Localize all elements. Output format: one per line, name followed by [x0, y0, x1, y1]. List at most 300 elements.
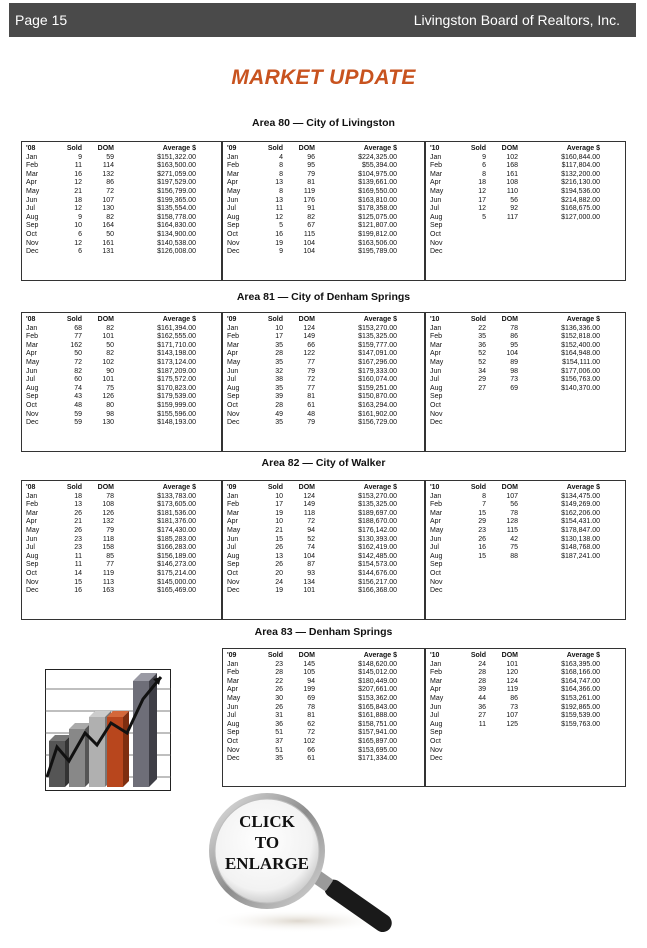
dom-cell: 86 — [510, 333, 518, 341]
table-row — [223, 747, 424, 756]
average-price-cell: $185,283.00 — [157, 535, 196, 543]
average-price-cell: $214,882.00 — [561, 196, 600, 204]
average-price-cell: $160,074.00 — [358, 376, 397, 384]
dom-cell: 163 — [102, 587, 114, 595]
sold-cell: 28 — [275, 401, 283, 409]
table-row — [223, 376, 424, 385]
table-row — [22, 553, 221, 562]
table-row — [223, 561, 424, 570]
average-price-cell — [518, 587, 600, 596]
average-price-cell: $178,847.00 — [561, 526, 600, 534]
dom-cell: 75 — [510, 544, 518, 552]
year-label: '08 — [26, 316, 36, 323]
sold-cell: 26 — [275, 686, 283, 694]
average-price-cell: $154,573.00 — [358, 561, 397, 569]
dom-cell: 79 — [307, 367, 315, 375]
dom-cell: 94 — [307, 677, 315, 685]
dom-cell: 91 — [307, 205, 315, 213]
month-cell: Nov — [430, 746, 443, 754]
month-cell: Jun — [227, 196, 239, 204]
average-price-cell: $167,296.00 — [358, 358, 397, 366]
dom-cell: 107 — [506, 712, 518, 720]
month-cell: Aug — [430, 552, 443, 560]
average-price-cell: $199,365.00 — [157, 196, 196, 204]
table-row — [22, 350, 221, 359]
dom-cell: 132 — [102, 170, 114, 178]
month-cell: Aug — [430, 213, 443, 221]
table-row — [426, 527, 625, 536]
average-price-cell: $155,596.00 — [157, 410, 196, 418]
sold-cell: 36 — [275, 720, 283, 728]
average-price-cell: $164,948.00 — [561, 350, 600, 358]
month-cell: Mar — [26, 341, 39, 349]
table-row — [223, 385, 424, 394]
month-cell: Jul — [227, 712, 236, 720]
average-price-cell: $153,695.00 — [358, 746, 397, 754]
dom-cell: 107 — [102, 196, 114, 204]
month-cell: Feb — [227, 333, 240, 341]
month-cell: May — [227, 187, 241, 195]
average-price-cell: $169,550.00 — [358, 187, 397, 195]
month-cell: Jul — [430, 376, 439, 384]
dom-cell: 52 — [307, 535, 315, 543]
average-price-cell: $143,198.00 — [157, 350, 196, 358]
table-row — [22, 402, 221, 411]
sold-cell: 29 — [478, 376, 486, 384]
sold-cell: 15 — [275, 535, 283, 543]
dom-cell: 122 — [303, 350, 315, 358]
month-cell: Jul — [227, 544, 236, 552]
table-row — [22, 518, 221, 527]
month-cell: Apr — [26, 179, 37, 187]
dom-cell: 86 — [510, 694, 518, 702]
sold-cell: 30 — [275, 694, 283, 702]
sold-cell: 26 — [275, 544, 283, 552]
dom-cell: 124 — [303, 492, 315, 500]
table-row — [223, 570, 424, 579]
month-cell: Apr — [26, 518, 37, 526]
average-price-cell: $192,865.00 — [561, 703, 600, 711]
table-row — [426, 419, 625, 428]
table-row — [426, 368, 625, 377]
dom-cell: 117 — [506, 213, 518, 221]
month-cell: Jun — [26, 535, 38, 543]
year-label: '08 — [26, 145, 36, 152]
table-row — [426, 154, 625, 163]
dom-cell: 87 — [307, 561, 315, 569]
average-price-cell: $179,539.00 — [157, 393, 196, 401]
average-price-cell — [518, 561, 600, 570]
month-cell: Oct — [227, 737, 238, 745]
average-price-cell: $162,206.00 — [561, 509, 600, 517]
table-row — [223, 162, 424, 171]
market-table — [425, 312, 626, 452]
table-row — [22, 154, 221, 163]
table-row — [22, 393, 221, 402]
sold-cell: 19 — [275, 509, 283, 517]
dom-cell: 119 — [102, 569, 114, 577]
year-label: '10 — [430, 652, 440, 659]
page-number: Page 15 — [15, 12, 68, 28]
table-row — [426, 171, 625, 180]
sold-cell: 39 — [478, 686, 486, 694]
month-cell: Dec — [430, 587, 443, 595]
month-cell: Sep — [26, 222, 39, 230]
average-price-cell: $159,539.00 — [561, 712, 600, 720]
table-row — [426, 587, 625, 596]
sold-cell: 21 — [275, 526, 283, 534]
dom-cell — [486, 561, 518, 570]
table-row — [223, 248, 424, 257]
table-header-row — [223, 145, 424, 154]
year-label: '09 — [227, 145, 237, 152]
month-cell: Mar — [227, 170, 240, 178]
average-price-cell: $173,605.00 — [157, 501, 196, 509]
sold-cell: 16 — [74, 170, 82, 178]
average-price-cell: $135,554.00 — [157, 205, 196, 213]
dom-cell: 62 — [307, 720, 315, 728]
sold-cell: 17 — [478, 196, 486, 204]
dom-cell: 77 — [307, 358, 315, 366]
dom-cell: 95 — [307, 162, 315, 170]
average-price-cell: $139,661.00 — [358, 179, 397, 187]
dom-cell: 67 — [307, 222, 315, 230]
year-label: '09 — [227, 316, 237, 323]
table-row — [223, 231, 424, 240]
dom-header: DOM — [97, 316, 114, 323]
table-row — [426, 493, 625, 502]
dom-cell: 115 — [303, 230, 315, 238]
month-cell: Mar — [430, 677, 443, 685]
table-header-row — [223, 316, 424, 325]
average-price-cell: $174,430.00 — [157, 526, 196, 534]
sold-header: Sold — [66, 316, 82, 323]
month-cell: Jun — [227, 535, 239, 543]
market-table — [222, 312, 425, 452]
average-price-cell: $168,166.00 — [561, 669, 600, 677]
dom-cell — [486, 570, 518, 579]
dom-cell: 168 — [506, 162, 518, 170]
dom-cell: 130 — [102, 419, 114, 427]
sold-cell: 59 — [74, 419, 82, 427]
dom-cell: 98 — [106, 410, 114, 418]
month-cell: Jan — [430, 153, 442, 161]
dom-cell: 149 — [303, 333, 315, 341]
sold-cell — [460, 570, 486, 579]
sold-cell: 35 — [275, 419, 283, 427]
dom-cell: 78 — [307, 703, 315, 711]
average-price-cell: $154,431.00 — [561, 518, 600, 526]
dom-cell: 176 — [303, 196, 315, 204]
average-price-cell — [518, 419, 600, 428]
month-cell: Mar — [430, 170, 443, 178]
dom-cell: 77 — [307, 384, 315, 392]
table-row — [223, 359, 424, 368]
average-header: Average $ — [162, 484, 196, 491]
dom-cell: 124 — [506, 677, 518, 685]
month-cell: Sep — [430, 222, 443, 230]
month-cell: Jan — [430, 324, 442, 332]
average-header: Average $ — [566, 145, 600, 152]
table-row — [426, 570, 625, 579]
month-cell: Dec — [26, 419, 39, 427]
month-cell: Jul — [430, 712, 439, 720]
dom-cell: 125 — [506, 720, 518, 728]
average-price-cell: $147,091.00 — [358, 350, 397, 358]
sold-cell — [460, 222, 486, 231]
average-price-cell: $126,008.00 — [157, 248, 196, 256]
sold-cell: 23 — [74, 544, 82, 552]
average-price-cell: $199,812.00 — [358, 230, 397, 238]
table-row — [223, 171, 424, 180]
sold-cell: 11 — [478, 720, 486, 728]
dom-cell: 130 — [102, 205, 114, 213]
month-cell: Jan — [26, 153, 38, 161]
sold-header: Sold — [470, 316, 486, 323]
average-price-cell: $165,469.00 — [157, 587, 196, 595]
average-price-cell: $153,270.00 — [358, 492, 397, 500]
month-cell: Aug — [26, 552, 39, 560]
dom-cell: 42 — [510, 535, 518, 543]
sold-cell: 15 — [478, 552, 486, 560]
dom-cell: 72 — [106, 187, 114, 195]
dom-cell: 158 — [102, 544, 114, 552]
month-cell: Mar — [227, 341, 240, 349]
table-row — [22, 214, 221, 223]
sold-cell: 35 — [275, 341, 283, 349]
table-row — [223, 738, 424, 747]
table-row — [223, 527, 424, 536]
dom-cell — [486, 411, 518, 420]
sold-cell: 13 — [74, 501, 82, 509]
dom-cell: 93 — [307, 569, 315, 577]
table-row — [223, 518, 424, 527]
table-row — [426, 501, 625, 510]
month-cell: Mar — [430, 509, 443, 517]
average-price-cell — [518, 411, 600, 420]
month-cell: Jun — [227, 367, 239, 375]
month-cell: Nov — [430, 410, 443, 418]
sold-cell: 35 — [275, 384, 283, 392]
sold-cell: 5 — [482, 213, 486, 221]
sold-cell: 27 — [478, 712, 486, 720]
table-row — [223, 553, 424, 562]
average-price-cell: $181,376.00 — [157, 518, 196, 526]
dom-header: DOM — [298, 652, 315, 659]
month-cell: Feb — [430, 669, 443, 677]
dom-cell: 134 — [303, 578, 315, 586]
table-row — [426, 411, 625, 420]
month-cell: May — [430, 694, 444, 702]
sold-cell: 8 — [279, 170, 283, 178]
average-price-cell: $156,217.00 — [358, 578, 397, 586]
month-cell: Dec — [26, 587, 39, 595]
dom-cell: 118 — [102, 535, 114, 543]
area-82-title: Area 82 — City of Walker — [261, 457, 386, 469]
sold-cell: 36 — [478, 341, 486, 349]
table-row — [22, 544, 221, 553]
average-price-cell — [518, 231, 600, 240]
month-cell: Dec — [26, 248, 39, 256]
table-row — [223, 704, 424, 713]
sold-cell — [460, 738, 486, 747]
month-cell: Mar — [26, 170, 39, 178]
sold-cell: 51 — [275, 729, 283, 737]
sold-cell: 26 — [275, 703, 283, 711]
table-row — [223, 510, 424, 519]
dom-cell: 59 — [106, 153, 114, 161]
average-price-cell: $216,130.00 — [561, 179, 600, 187]
average-price-cell: $134,475.00 — [561, 492, 600, 500]
month-cell: Jun — [227, 703, 239, 711]
sold-cell: 18 — [74, 492, 82, 500]
average-price-cell: $156,763.00 — [561, 376, 600, 384]
table-row — [223, 325, 424, 334]
dom-cell: 61 — [307, 755, 315, 763]
sold-cell: 6 — [78, 248, 82, 256]
average-price-cell: $168,675.00 — [561, 205, 600, 213]
dom-cell: 105 — [303, 669, 315, 677]
average-price-cell — [518, 747, 600, 756]
sold-cell: 29 — [478, 518, 486, 526]
sold-cell: 72 — [74, 358, 82, 366]
average-price-cell: $145,000.00 — [157, 578, 196, 586]
average-price-cell: $140,370.00 — [561, 384, 600, 392]
dom-cell — [486, 587, 518, 596]
dom-cell: 120 — [506, 669, 518, 677]
table-row — [426, 402, 625, 411]
dom-cell: 61 — [307, 401, 315, 409]
month-cell: May — [26, 187, 40, 195]
average-price-cell: $161,888.00 — [358, 712, 397, 720]
sold-cell: 39 — [275, 393, 283, 401]
dom-cell: 72 — [307, 376, 315, 384]
average-price-cell: $163,506.00 — [358, 239, 397, 247]
click-to-enlarge-button[interactable] — [203, 789, 405, 937]
market-table — [425, 480, 626, 620]
month-cell: Jan — [430, 660, 442, 668]
average-price-cell — [518, 570, 600, 579]
page-title: MARKET UPDATE — [231, 66, 416, 89]
average-price-cell: $158,778.00 — [157, 213, 196, 221]
table-row — [22, 359, 221, 368]
month-cell: Nov — [430, 239, 443, 247]
average-price-cell: $175,572.00 — [157, 376, 196, 384]
table-row — [22, 527, 221, 536]
average-price-cell: $151,322.00 — [157, 153, 196, 161]
market-table — [222, 480, 425, 620]
dom-cell — [486, 755, 518, 764]
dom-cell: 118 — [303, 509, 315, 517]
table-row — [22, 197, 221, 206]
average-price-cell: $165,897.00 — [358, 737, 397, 745]
table-row — [426, 359, 625, 368]
dom-header: DOM — [501, 316, 518, 323]
sold-cell: 15 — [478, 509, 486, 517]
dom-cell: 89 — [510, 358, 518, 366]
month-cell: Jul — [430, 205, 439, 213]
sold-cell: 17 — [275, 333, 283, 341]
bar-chart-icon — [45, 669, 171, 791]
table-row — [223, 536, 424, 545]
sold-cell: 10 — [275, 518, 283, 526]
sold-cell: 28 — [275, 669, 283, 677]
average-price-cell: $55,394.00 — [361, 162, 397, 170]
average-price-cell: $163,395.00 — [561, 660, 600, 668]
average-price-cell: $152,818.00 — [561, 333, 600, 341]
dom-cell — [486, 402, 518, 411]
dom-cell: 81 — [307, 712, 315, 720]
year-label: '10 — [430, 145, 440, 152]
month-cell: Mar — [430, 341, 443, 349]
dom-cell: 81 — [307, 393, 315, 401]
table-header-row — [426, 652, 625, 661]
table-row — [22, 385, 221, 394]
sold-cell: 23 — [275, 660, 283, 668]
dom-cell: 119 — [506, 686, 518, 694]
sold-cell: 16 — [478, 544, 486, 552]
sold-cell: 50 — [74, 350, 82, 358]
dom-cell: 75 — [106, 384, 114, 392]
dom-cell: 107 — [506, 492, 518, 500]
dom-cell: 102 — [102, 358, 114, 366]
dom-cell: 101 — [303, 587, 315, 595]
sold-cell: 12 — [74, 205, 82, 213]
dom-header: DOM — [298, 316, 315, 323]
table-header-row — [426, 145, 625, 154]
average-price-cell: $271,059.00 — [157, 170, 196, 178]
sold-cell: 35 — [275, 358, 283, 366]
table-row — [426, 188, 625, 197]
table-row — [426, 376, 625, 385]
table-row — [426, 342, 625, 351]
sold-cell: 19 — [275, 239, 283, 247]
sold-cell: 52 — [478, 350, 486, 358]
table-row — [223, 350, 424, 359]
sold-cell: 22 — [478, 324, 486, 332]
dom-cell: 85 — [106, 552, 114, 560]
average-price-cell: $104,975.00 — [358, 170, 397, 178]
month-cell: Oct — [227, 569, 238, 577]
sold-cell: 26 — [74, 526, 82, 534]
average-price-cell: $148,768.00 — [561, 544, 600, 552]
month-cell: Apr — [227, 350, 238, 358]
sold-cell: 11 — [74, 552, 82, 560]
table-row — [22, 510, 221, 519]
average-price-cell: $164,366.00 — [561, 686, 600, 694]
table-row — [22, 536, 221, 545]
table-row — [426, 197, 625, 206]
month-cell: May — [227, 694, 241, 702]
month-cell: Jun — [430, 703, 442, 711]
table-row — [426, 544, 625, 553]
month-cell: Oct — [227, 230, 238, 238]
dom-cell: 86 — [106, 179, 114, 187]
sold-header: Sold — [267, 145, 283, 152]
table-row — [426, 214, 625, 223]
dom-cell — [486, 579, 518, 588]
market-table — [425, 648, 626, 787]
dom-cell — [486, 747, 518, 756]
average-price-cell: $148,193.00 — [157, 419, 196, 427]
dom-cell: 132 — [102, 518, 114, 526]
average-price-cell: $179,333.00 — [358, 367, 397, 375]
dom-cell: 50 — [106, 341, 114, 349]
month-cell: Mar — [227, 509, 240, 517]
month-cell: Feb — [227, 162, 240, 170]
month-cell: Jan — [26, 324, 38, 332]
sold-cell: 77 — [74, 333, 82, 341]
